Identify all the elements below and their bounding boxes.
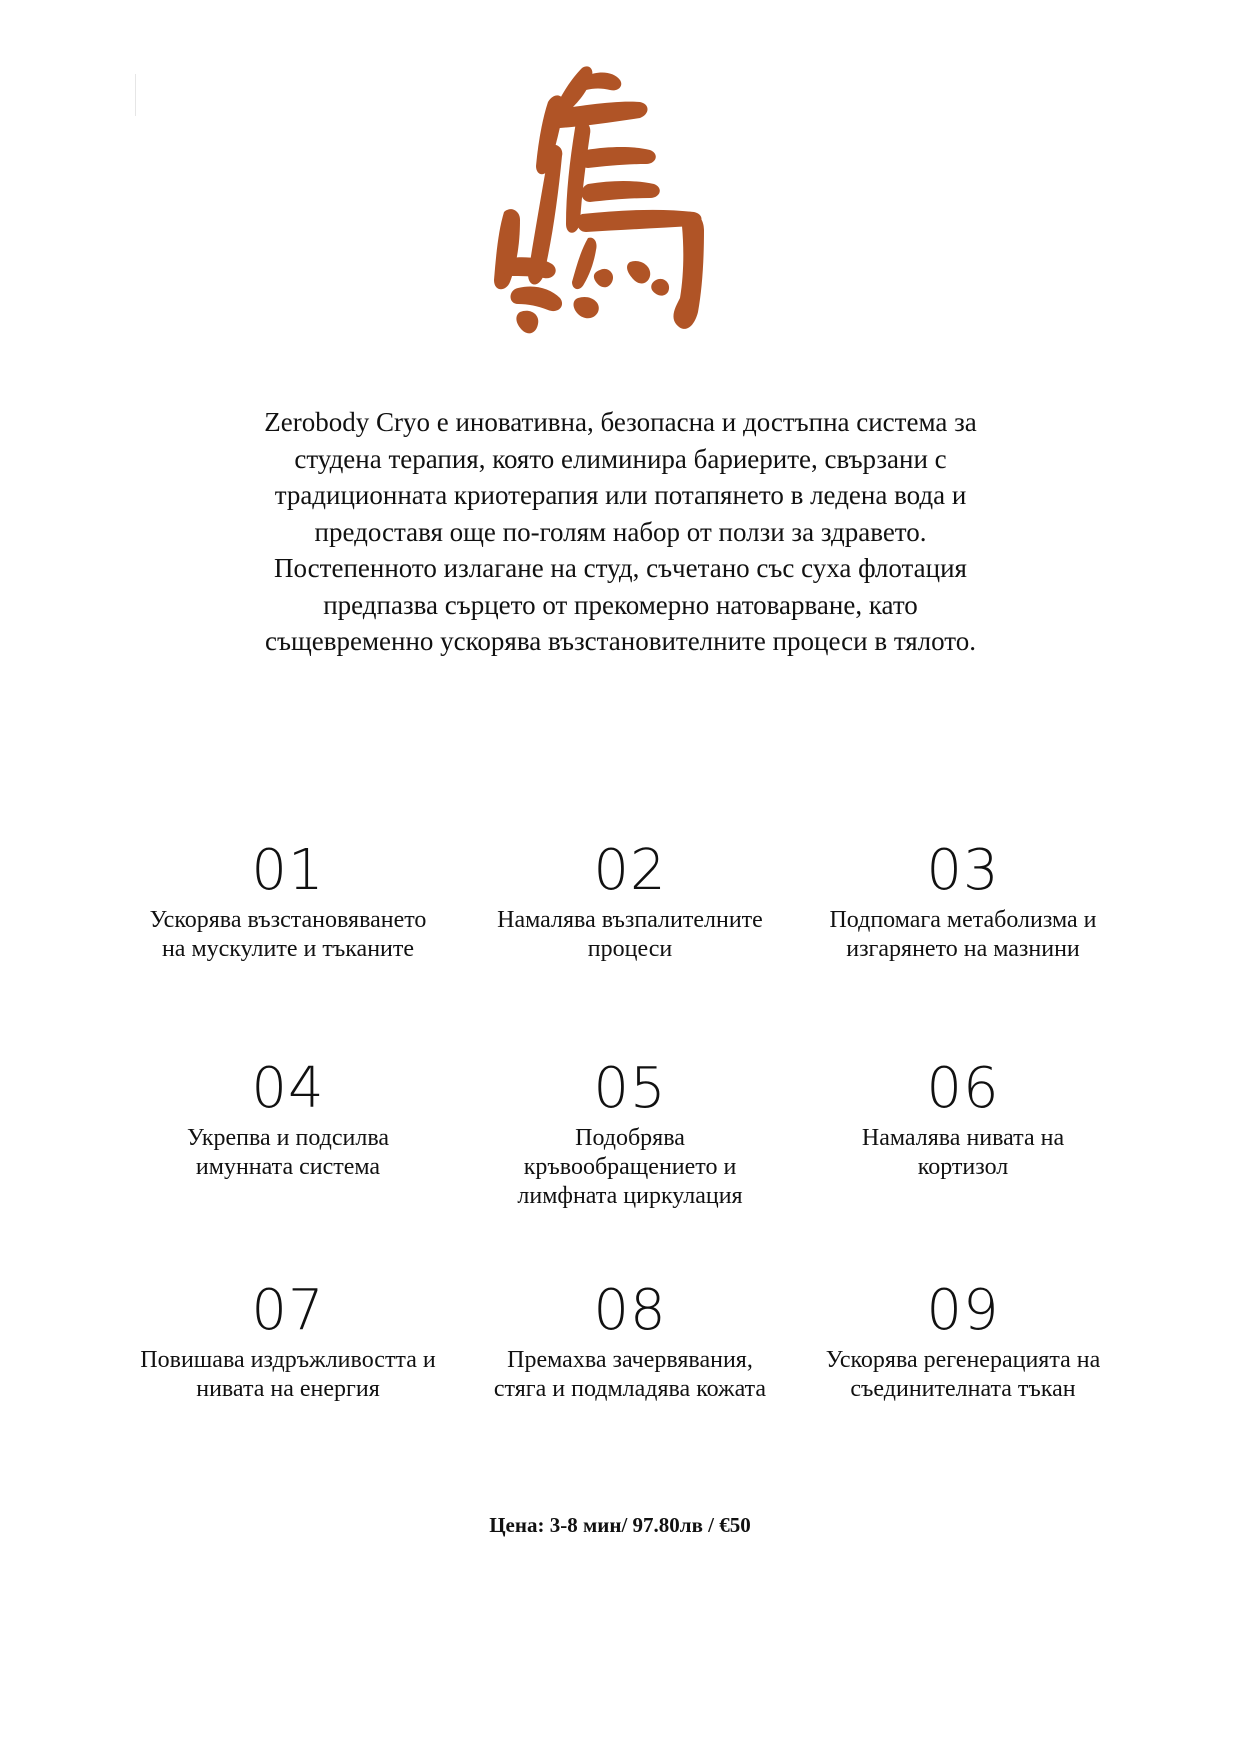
intro-line: традиционната криотерапия или потапянето в ледена вода и <box>274 480 967 510</box>
intro-line: същевременно ускорява възстановителните процеси в тялото. <box>265 626 976 656</box>
benefit-text-line: съединителната тъкан <box>850 1376 1076 1402</box>
benefit-text-line: Намалява нивата на <box>861 1125 1065 1151</box>
benefit-number: 09 <box>926 1278 1000 1343</box>
benefit-number: 08 <box>593 1278 667 1343</box>
benefit-number: 02 <box>593 838 667 903</box>
benefit-text-line: процеси <box>587 936 673 962</box>
benefit-text-line: на мускулите и тъканите <box>161 936 415 962</box>
page-margin-mark <box>135 74 136 116</box>
benefit-number: 04 <box>251 1056 325 1121</box>
benefit-number: 07 <box>251 1278 325 1343</box>
benefit-item <box>118 840 458 964</box>
benefit-item <box>118 1058 458 1182</box>
benefit-text <box>118 1124 458 1182</box>
benefit-item <box>460 840 800 964</box>
benefit-item <box>118 1280 458 1404</box>
benefit-text-line: кортизол <box>917 1154 1009 1180</box>
benefit-text-line: стяга и подмладява кожата <box>493 1376 767 1402</box>
benefit-text <box>460 1346 800 1404</box>
benefit-item <box>460 1280 800 1404</box>
benefit-text <box>793 1124 1133 1182</box>
benefit-text-line: Подпомага метаболизма и <box>829 907 1097 933</box>
intro-line: предоставя още по-голям набор от ползи за здравето. <box>314 516 927 547</box>
benefit-text-line: кръвообращението и <box>523 1154 737 1180</box>
benefit-text <box>793 906 1133 964</box>
benefit-text <box>460 1124 800 1211</box>
benefit-text-line: Намалява възпалителните <box>497 907 763 933</box>
benefit-item <box>793 1058 1133 1182</box>
benefit-number: 03 <box>926 838 1000 903</box>
benefit-text-line: Укрепва и подсилва <box>186 1125 390 1151</box>
benefit-text <box>118 1346 458 1404</box>
benefit-number: 05 <box>593 1056 667 1121</box>
benefit-text-line: Повишава издръжливостта и <box>140 1347 436 1373</box>
benefit-text <box>793 1346 1133 1404</box>
benefit-text <box>460 906 800 964</box>
intro-line: студена терапия, която елиминира бариерите, свързани с <box>294 443 947 474</box>
price-info: Цена: 3-8 мин/ 97.80лв / €50 <box>489 1513 751 1537</box>
benefit-item <box>793 840 1133 964</box>
benefit-text-line: Премахва зачервявания, <box>507 1347 753 1373</box>
benefit-text-line: Ускорява регенерацията на <box>825 1347 1101 1373</box>
intro-line: Zerobody Cryo е иновативна, безопасна и достъпна система за <box>264 407 977 437</box>
benefit-number: 01 <box>251 838 325 903</box>
intro-paragraph <box>180 404 1061 660</box>
benefit-text-line: Ускорява възстановяването <box>149 907 427 933</box>
benefit-text-line: лимфната циркулация <box>517 1183 743 1209</box>
benefit-text-line: нивата на енергия <box>196 1376 380 1402</box>
benefit-item <box>793 1280 1133 1404</box>
benefit-text-line: изгарянето на мазнини <box>846 936 1080 962</box>
benefit-number: 06 <box>926 1056 1000 1121</box>
benefit-text-line: имунната система <box>195 1154 381 1180</box>
benefit-item <box>460 1058 800 1211</box>
benefit-text-line: Подобрява <box>575 1125 685 1151</box>
benefit-text <box>118 906 458 964</box>
intro-line: Постепенното излагане на студ, съчетано със суха флотация <box>274 553 967 583</box>
calligraphy-mark-icon <box>490 62 752 352</box>
intro-line: предпазва сърцето от прекомерно натоварване, като <box>323 589 918 620</box>
